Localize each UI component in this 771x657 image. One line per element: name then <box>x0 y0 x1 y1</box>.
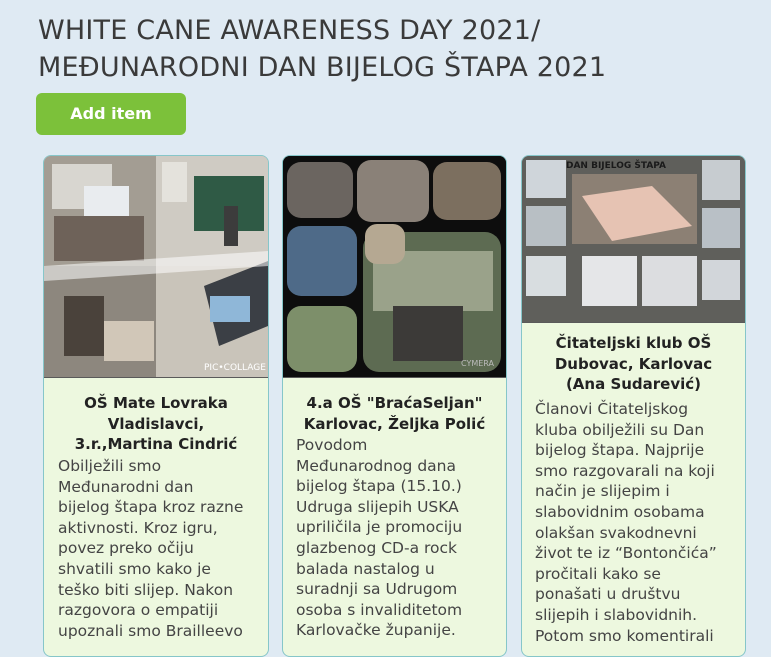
collage-photo <box>522 156 745 322</box>
page-title-line: WHITE CANE AWARENESS DAY 2021/ <box>38 15 541 46</box>
card-body-line: balada nastalog u <box>296 559 435 578</box>
card-body-line: smo razgovarali na koji <box>535 461 715 480</box>
card-body-line: slijepih i slabovidnih. <box>535 605 698 624</box>
card-body-line: Udruga slijepih USKA <box>296 497 459 516</box>
card-body-line: Povodom <box>296 436 368 454</box>
page-title-line: MEĐUNARODNI DAN BIJELOG ŠTAPA 2021 <box>38 52 607 83</box>
card-body-line: povez preko očiju <box>58 539 194 558</box>
card-body-line: teško biti slijep. Nakon <box>58 580 234 599</box>
add-item-button[interactable]: Add item <box>36 93 186 135</box>
card-title-line: (Ana Sudarević) <box>565 375 702 393</box>
post-card[interactable] <box>43 155 269 657</box>
card-title <box>291 393 498 434</box>
card-image[interactable] <box>522 156 745 323</box>
card-title-line: OŠ Mate Lovraka <box>84 394 228 412</box>
page-title <box>38 12 758 86</box>
card-body-line: suradnji sa Udrugom <box>296 580 458 599</box>
card-body-line: razgovora o empatiji <box>58 601 219 620</box>
card-body <box>535 399 735 646</box>
card-body-line: bijelog štapa. Najprije <box>535 441 705 460</box>
post-card[interactable] <box>282 155 507 657</box>
card-body-line: aktivnosti. Kroz igru, <box>58 518 218 537</box>
card-body-line: ponašati u društvu <box>535 585 681 604</box>
card-body-line: život te iz “Bontončića” <box>535 544 717 563</box>
card-title-line: Vladislavci, <box>107 414 205 433</box>
card-body-line: olakšan svakodnevni <box>535 523 697 542</box>
card-title <box>52 393 260 455</box>
post-card[interactable] <box>521 155 746 657</box>
card-title-line: Dubovac, Karlovac <box>554 354 713 373</box>
card-body <box>58 456 258 641</box>
card-body-line: način je slijepim i <box>535 482 670 501</box>
card-title-line: 4.a OŠ "BraćaSeljan" <box>306 394 483 412</box>
card-body-line: bijelog štapa (15.10.) <box>296 477 462 496</box>
collage-photo <box>283 156 506 377</box>
card-body-line: Karlovačke županije. <box>296 621 456 640</box>
card-title-line: 3.r.,Martina Cindrić <box>74 435 238 453</box>
card-body-line: upoznali smo Brailleevo <box>58 621 243 640</box>
card-image[interactable] <box>283 156 506 378</box>
card-body-line: pročitali kako se <box>535 564 661 583</box>
card-title-line: Karlovac, Željka Polić <box>303 414 486 433</box>
card-body-line: Potom smo komentirali <box>535 626 714 645</box>
card-body-line: Međunarodni dan <box>58 477 194 496</box>
card-body <box>296 435 496 641</box>
card-body-line: Članovi Čitateljskog <box>535 400 689 418</box>
collage-caption: PIC•COLLAGE <box>204 363 266 373</box>
card-body-line: kluba obilježili su Dan <box>535 420 705 439</box>
card-body-line: Obilježili smo <box>58 457 162 475</box>
card-body-line: shvatili smo kako je <box>58 559 211 578</box>
card-body-line: glazbenog CD-a rock <box>296 538 458 557</box>
card-body-line: slabovidnim osobama <box>535 502 705 521</box>
card-image[interactable] <box>44 156 268 378</box>
card-body-line: Međunarodnog dana <box>296 456 456 475</box>
collage-caption: CYMERA <box>461 359 494 368</box>
card-body-line: bijelog štapa kroz razne <box>58 498 244 517</box>
collage-caption: DAN BIJELOG ŠTAPA <box>566 161 667 171</box>
collage-photo <box>44 156 268 377</box>
card-body-line: osoba s invaliditetom <box>296 600 463 619</box>
card-title <box>530 333 737 395</box>
card-body-line: upriličila je promociju <box>296 518 463 537</box>
card-title-line: Čitateljski klub OŠ <box>555 334 712 352</box>
